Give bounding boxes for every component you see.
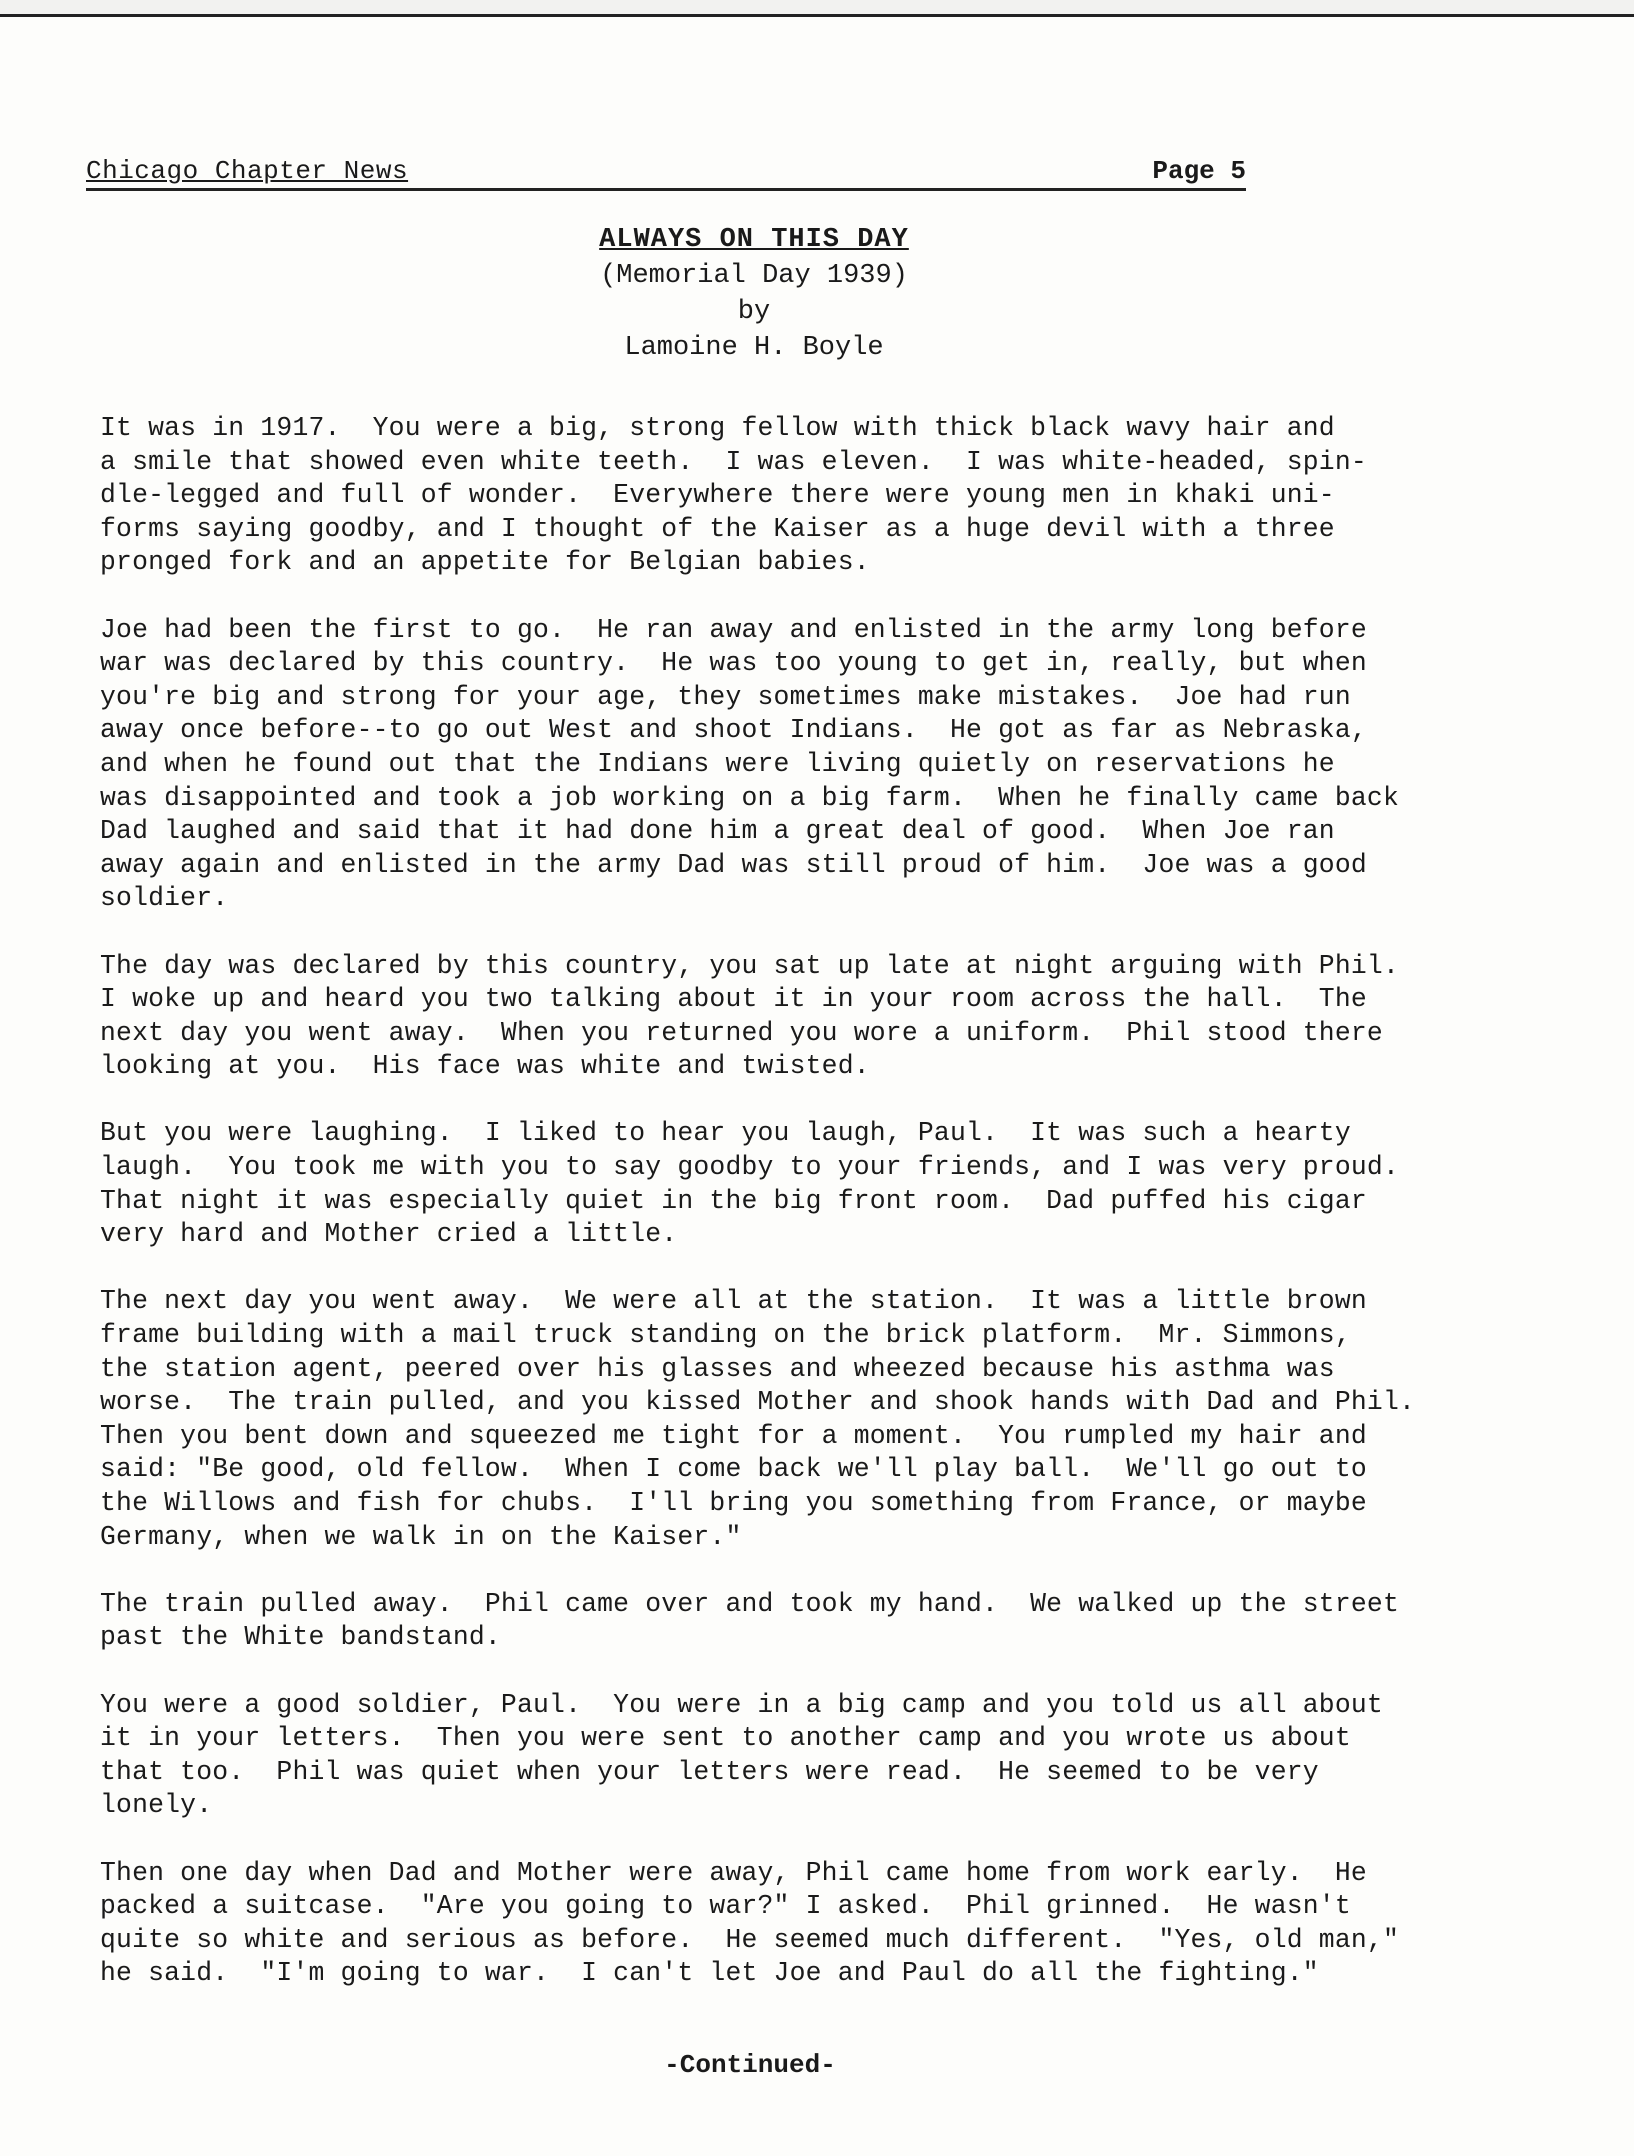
text-line: that too. Phil was quiet when your letters were read. He seemed to be very [100, 1756, 1319, 1787]
text-line: The day was declared by this country, you sat up late at night arguing with Phil. [100, 950, 1399, 981]
author-name: Lamoine H. Boyle [624, 333, 884, 363]
text-line: it in your letters. Then you were sent to another camp and you wrote us about [100, 1723, 1351, 1754]
page-number: Page 5 [1152, 156, 1246, 186]
paragraph [100, 1689, 1480, 1823]
text-line: Then one day when Dad and Mother were away, Phil came home from work early. He [100, 1857, 1367, 1888]
article-title: ALWAYS ON THIS DAY [599, 225, 909, 255]
text-line: the Willows and fish for chubs. I'll bring you something from France, or maybe [100, 1488, 1367, 1518]
text-line: It was in 1917. You were a big, strong fellow with thick black wavy hair and [100, 413, 1335, 443]
text-line: the station agent, peered over his glasses and wheezed because his asthma was [100, 1353, 1335, 1384]
text-line: away once before--to go out West and shoot Indians. He got as far as Nebraska, [100, 715, 1367, 746]
text-line: he said. "I'm going to war. I can't let Joe and Paul do all the fighting." [100, 1958, 1319, 1989]
text-line: But you were laughing. I liked to hear you laugh, Paul. It was such a hearty [100, 1118, 1351, 1149]
text-line: quite so white and serious as before. He seemed much different. "Yes, old man," [100, 1924, 1399, 1955]
paragraph [100, 1857, 1480, 1991]
paragraph [100, 614, 1480, 916]
text-line: you're big and strong for your age, they sometimes make mistakes. Joe had run [100, 681, 1351, 712]
text-line: The next day you went away. We were all at the station. It was a little brown [100, 1286, 1367, 1317]
paragraph [100, 412, 1480, 580]
paragraph [100, 950, 1480, 1084]
text-line: past the White bandstand. [100, 1622, 501, 1653]
publication-name: Chicago Chapter News [86, 156, 409, 186]
text-line: away again and enlisted in the army Dad was still proud of him. Joe was a good [100, 849, 1367, 880]
text-line: You were a good soldier, Paul. You were in a big camp and you told us all about [100, 1689, 1383, 1720]
text-line: dle-legged and full of wonder. Everywhere there were young men in khaki uni- [100, 480, 1335, 511]
text-line: said: "Be good, old fellow. When I come back we'll play ball. We'll go out to [100, 1454, 1367, 1485]
text-line: frame building with a mail truck standing on the brick platform. Mr. Simmons, [100, 1320, 1351, 1351]
text-line: soldier. [100, 883, 229, 914]
text-line: lonely. [100, 1790, 213, 1821]
text-line: was disappointed and took a job working on a big farm. When he finally came back [100, 782, 1399, 813]
paragraph [100, 1588, 1480, 1655]
top-edge-rule [0, 0, 1634, 17]
article-body [100, 412, 1480, 2025]
text-line: and when he found out that the Indians were living quietly on reservations he [100, 748, 1335, 779]
page-header [86, 158, 1246, 191]
text-line: war was declared by this country. He was too young to get in, really, but when [100, 648, 1367, 679]
article-subtitle: (Memorial Day 1939) [600, 261, 908, 291]
text-line: That night it was especially quiet in the big front room. Dad puffed his cigar [100, 1185, 1367, 1216]
text-line: looking at you. His face was white and twisted. [100, 1051, 870, 1082]
text-line: I woke up and heard you two talking about it in your room across the hall. The [100, 984, 1367, 1015]
text-line: packed a suitcase. "Are you going to war?" I asked. Phil grinned. He wasn't [100, 1891, 1351, 1922]
text-line: worse. The train pulled, and you kissed Mother and shook hands with Dad and Phil. [100, 1387, 1416, 1418]
text-line: next day you went away. When you returned you wore a uniform. Phil stood there [100, 1017, 1383, 1048]
text-line: laugh. You took me with you to say goodby to your friends, and I was very proud. [100, 1152, 1399, 1183]
text-line: The train pulled away. Phil came over and took my hand. We walked up the street [100, 1588, 1399, 1619]
text-line: forms saying goodby, and I thought of the Kaiser as a huge devil with a three [100, 513, 1335, 544]
text-line: a smile that showed even white teeth. I was eleven. I was white-headed, spin- [100, 446, 1367, 477]
text-line: pronged fork and an appetite for Belgian babies. [100, 547, 870, 578]
paragraph [100, 1285, 1480, 1554]
text-line: Joe had been the first to go. He ran away and enlisted in the army long before [100, 614, 1367, 645]
text-line: Dad laughed and said that it had done him a great deal of good. When Joe ran [100, 816, 1335, 847]
text-line: Then you bent down and squeezed me tight for a moment. You rumpled my hair and [100, 1420, 1367, 1451]
byline-by: by [737, 297, 771, 327]
continued-note: -Continued- [664, 2050, 836, 2080]
paragraph [100, 1117, 1480, 1251]
text-line: Germany, when we walk in on the Kaiser." [100, 1521, 742, 1552]
title-block [0, 222, 1508, 366]
text-line: very hard and Mother cried a little. [100, 1219, 678, 1250]
